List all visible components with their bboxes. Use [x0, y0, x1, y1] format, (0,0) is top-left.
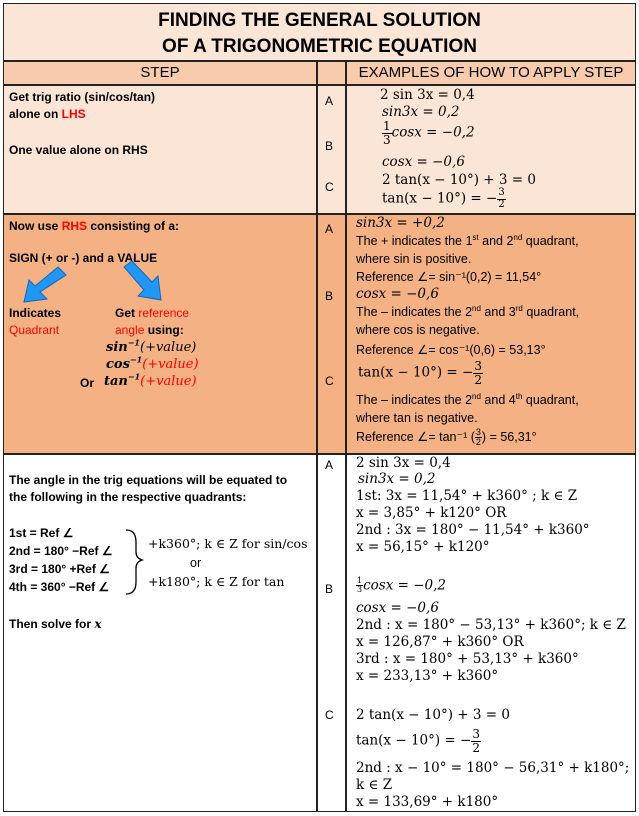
- indicates-label: Indicates: [9, 306, 62, 320]
- right-brace-icon: [126, 530, 142, 594]
- title-line-1: FINDING THE GENERAL SOLUTION: [158, 10, 481, 31]
- row2-label-b: B: [325, 289, 334, 303]
- row3-ex-a1: 2 sin 3x = 0,4: [356, 455, 451, 471]
- row3-ex-c5: x = 133,69° + k180°: [356, 794, 499, 810]
- row3-ex-b1: $\frac{1}{3}$ cosx = −0,2: [357, 576, 446, 595]
- row1-step-line1: Get trig ratio (sin/cos/tan): [9, 90, 156, 104]
- header-examples: EXAMPLES OF HOW TO APPLY STEP: [346, 61, 636, 85]
- row2-ex-b4: Reference ∠= cos⁻¹(0,6) = 53,13°: [356, 343, 546, 357]
- row1-label-c: C: [325, 180, 334, 194]
- row3-step-p2: the following in the respective quadrants:: [9, 490, 247, 504]
- quadrant-1-rule: 1st = Ref ∠: [9, 526, 74, 540]
- row3-ex-a3: 1st: 3x = 11,54° + k360° ; k ∈ Z: [356, 488, 578, 504]
- inverse-tan-formula: $\tan^{-1}(+value)$: [104, 371, 197, 389]
- row1-label-a: A: [325, 94, 334, 108]
- row2-ex-c2: The – indicates the 2nd and 4th quadrant,: [356, 391, 579, 407]
- row3-ex-b6: x = 233,13° + k360°: [356, 668, 499, 684]
- row1-ex-a1: 2 sin 3x = 0,4: [380, 87, 475, 103]
- row3-ex-b5: 3rd : x = 180° + 53,13° + k360°: [356, 651, 579, 667]
- row3-label-c: C: [325, 708, 334, 722]
- quadrant-4-rule: 4th = 360° −Ref ∠: [9, 580, 110, 594]
- row3-ex-c3: 2nd : x − 10° = 180° − 56,31° + k180°;: [356, 760, 630, 776]
- row3-ex-c2: tan(x − 10°) = − $\frac{3}{2}$: [356, 727, 480, 755]
- row3-label-b: B: [325, 582, 334, 596]
- row2-ex-a1: sin3x = +0,2: [356, 215, 445, 231]
- row3-ex-c1: 2 tan(x − 10°) + 3 = 0: [356, 707, 510, 723]
- then-solve-label: Then solve for x: [9, 617, 102, 631]
- row3-ex-c4: k ∈ Z: [356, 777, 393, 793]
- row2-step-line1: Now use RHS consisting of a:: [9, 219, 180, 233]
- row2-ex-a2: The + indicates the 1st and 2nd quadrant,: [356, 232, 579, 248]
- inverse-cos-formula: $\cos^{-1}(+value)$: [106, 354, 199, 372]
- row3-ex-a6: x = 56,15° + k120°: [356, 539, 490, 555]
- row2-ex-c1: tan(x − 10°) = − $\frac{3}{2}$: [358, 359, 482, 387]
- row3-ex-b2: cosx = −0,6: [356, 600, 439, 616]
- row3-label-a: A: [325, 458, 334, 472]
- row2-ex-b3: where cos is negative.: [356, 323, 480, 337]
- general-sincos: +k360°; k ∈ Z for sin/cos: [148, 536, 308, 551]
- row1-ex-a2: sin3x = 0,2: [382, 104, 460, 120]
- angle-using-label: angle using:: [115, 323, 184, 337]
- row2-label-cell: [317, 214, 346, 454]
- or-label: Or: [80, 376, 95, 390]
- row2-label-a: A: [325, 222, 334, 236]
- row2-ex-b1: cosx = −0,6: [356, 286, 439, 302]
- row2-ex-c3: where tan is negative.: [356, 411, 478, 425]
- get-reference-label: Get reference: [115, 306, 190, 320]
- row3-label-cell: [317, 454, 346, 812]
- general-tan: +k180°; k ∈ Z for tan: [148, 574, 285, 589]
- inverse-sin-formula: $\sin^{-1}(+value)$: [106, 337, 197, 355]
- header-label-column: [317, 61, 346, 85]
- quadrant-2-rule: 2nd = 180° −Ref ∠: [9, 544, 113, 558]
- row1-ex-c2: tan(x − 10°) = − $\frac{3}{2}$: [382, 187, 505, 210]
- row3-ex-b4: x = 126,87° + k360° OR: [356, 634, 524, 650]
- row3-ex-a4: x = 3,85° + k120° OR: [356, 505, 507, 521]
- row1-step-line3: One value alone on RHS: [9, 143, 148, 157]
- row1-ex-b2: cosx = −0,6: [382, 154, 465, 170]
- general-or: or: [190, 556, 202, 570]
- row2-ex-a3: where sin is positive.: [356, 252, 472, 266]
- row3-step-p1: The angle in the trig equations will be equated to: [9, 473, 288, 487]
- row2-step-line2: SIGN (+ or -) and a VALUE: [9, 251, 158, 265]
- row1-ex-b1: $\frac{1}{3}$ cosx = −0,2: [383, 119, 475, 147]
- row2-label-c: C: [325, 374, 334, 388]
- row1-label-b: B: [325, 139, 334, 153]
- row1-step-line2: alone on LHS: [9, 107, 86, 121]
- row2-ex-c4: Reference ∠= tan⁻¹ ( $\frac{3}{2}$ ) = 56,31°: [356, 427, 537, 448]
- row2-ex-a4: Reference ∠= sin⁻¹(0,2) = 11,54°: [356, 270, 542, 284]
- title-line-2: OF A TRIGONOMETRIC EQUATION: [162, 36, 477, 57]
- quadrant-label: Quadrant: [9, 323, 60, 337]
- quadrant-3-rule: 3rd = 180° +Ref ∠: [9, 562, 110, 576]
- row3-ex-a5: 2nd : 3x = 180° − 11,54° + k360°: [356, 522, 590, 538]
- row3-ex-b3: 2nd : x = 180° − 53,13° + k360°; k ∈ Z: [356, 617, 626, 633]
- row3-ex-a2: sin3x = 0,2: [358, 471, 436, 487]
- brace-diagram: [0, 0, 320, 620]
- header-step: STEP: [3, 61, 317, 85]
- row2-ex-b2: The – indicates the 2nd and 3rd quadrant,: [356, 303, 580, 319]
- row1-ex-c1: 2 tan(x − 10°) + 3 = 0: [382, 172, 536, 188]
